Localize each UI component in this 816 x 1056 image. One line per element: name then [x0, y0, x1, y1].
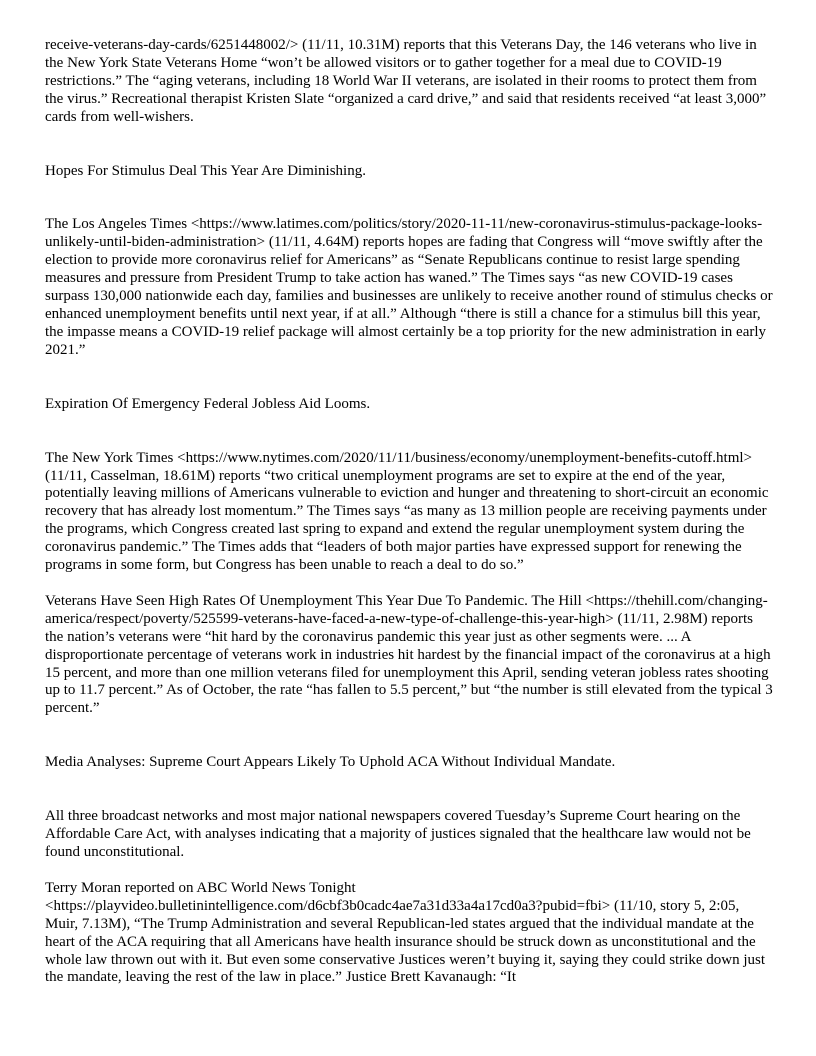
document-page — [45, 37, 773, 987]
paragraph-spacer — [45, 772, 773, 808]
article-paragraph: Veterans Have Seen High Rates Of Unemployment This Year Due To Pandemic. The Hill <https://thehill.com/changing-america/respect/poverty/525599-veterans-have-faced-a-new-type-of-challenge-this-year-high> (11/11, 2.98M) reports the nation’s veterans were “hit hard by the coronavirus pandemic this year just as other segments were. ... A disproportionate percentage of veterans work in industries hit hardest by the financial impact of the coronavirus at a high 15 percent, and more than one million veterans filed for unemployment this April, sending veteran jobless rates shooting up to 11.7 percent.” As of October, the rate “has fallen to 5.5 percent,” but “the number is still elevated from the typical 3 percent.” — [45, 592, 773, 717]
section-headline: Hopes For Stimulus Deal This Year Are Diminishing. — [45, 162, 366, 179]
article-paragraph: The Los Angeles Times <https://www.latimes.com/politics/story/2020-11-11/new-coronavirus-stimulus-package-looks-unlikely-until-biden-administration> (11/11, 4.64M) reports hopes are fading that Congress will “move swiftly after the election to provide more coronavirus relief for Americans” as “Senate Republicans continue to resist large spending measures and pressure from President Trump to take action has waned.” The Times says “as new COVID-19 cases surpass 130,000 nationwide each day, families and businesses are unlikely to receive another round of stimulus checks or enhanced unemployment benefits until next year, if at all.” Although “there is still a chance for a stimulus bill this year, the impasse means a COVID-19 relief package will almost certainly be a top priority for the new administration in early 2021.” — [45, 216, 773, 358]
paragraph-spacer — [45, 862, 773, 880]
section-headline: Expiration Of Emergency Federal Jobless Aid Looms. — [45, 395, 371, 412]
paragraph-spacer — [45, 718, 773, 754]
paragraph-spacer — [45, 180, 773, 216]
article-paragraph: All three broadcast networks and most major national newspapers covered Tuesday’s Supreme Court hearing on the Affordable Care Act, with analyses indicating that a majority of justices signaled that the healthcare law would not be found unconstitutional. — [45, 808, 751, 860]
paragraph-spacer — [45, 414, 773, 450]
section-headline: Media Analyses: Supreme Court Appears Likely To Uphold ACA Without Individual Mandate. — [45, 754, 616, 771]
article-paragraph: receive-veterans-day-cards/6251448002/> (11/11, 10.31M) reports that this Veterans Day, the 146 veterans who live in the New York State Veterans Home “won’t be allowed visitors or to gather together for a meal due to COVID-19 restrictions.” The “aging veterans, including 18 World War II veterans, are isolated in their rooms to protect them from the virus.” Recreational therapist Kristen Slate “organized a card drive,” and said that residents received “at least 3,000” cards from well-wishers. — [45, 37, 767, 125]
article-paragraph: Terry Moran reported on ABC World News Tonight <https://playvideo.bulletinintelligence.com/d6cbf3b0cadc4ae7a31d33a4a17cd0a3?pubid=fbi> (11/10, story 5, 2:05, Muir, 7.13M), “The Trump Administration and several Republican-led states argued that the individual mandate at the heart of the ACA requiring that all Americans have health insurance should be struck down as unconstitutional and the whole law thrown out with it. But even some conservative Justices weren’t buying it, saying they could strike down just the mandate, leaving the rest of the law in place.” Justice Brett Kavanaugh: “It — [45, 879, 766, 986]
paragraph-spacer — [45, 575, 773, 593]
article-paragraph: The New York Times <https://www.nytimes.com/2020/11/11/business/economy/unemployment-benefits-cutoff.html> (11/11, Casselman, 18.61M) reports “two critical unemployment programs are set to expire at the end of the year, potentially leaving millions of Americans vulnerable to eviction and hunger and threatening to short-circuit an economic recovery that has already lost momentum.” The Times says “as many as 13 million people are receiving payments under the programs, which Congress created last spring to expand and extend the regular unemployment system during the coronavirus pandemic.” The Times adds that “leaders of both major parties have expressed support for renewing the programs in some form, but Congress has been unable to reach a deal to do so.” — [45, 449, 769, 574]
paragraph-spacer — [45, 127, 773, 163]
paragraph-spacer — [45, 360, 773, 396]
